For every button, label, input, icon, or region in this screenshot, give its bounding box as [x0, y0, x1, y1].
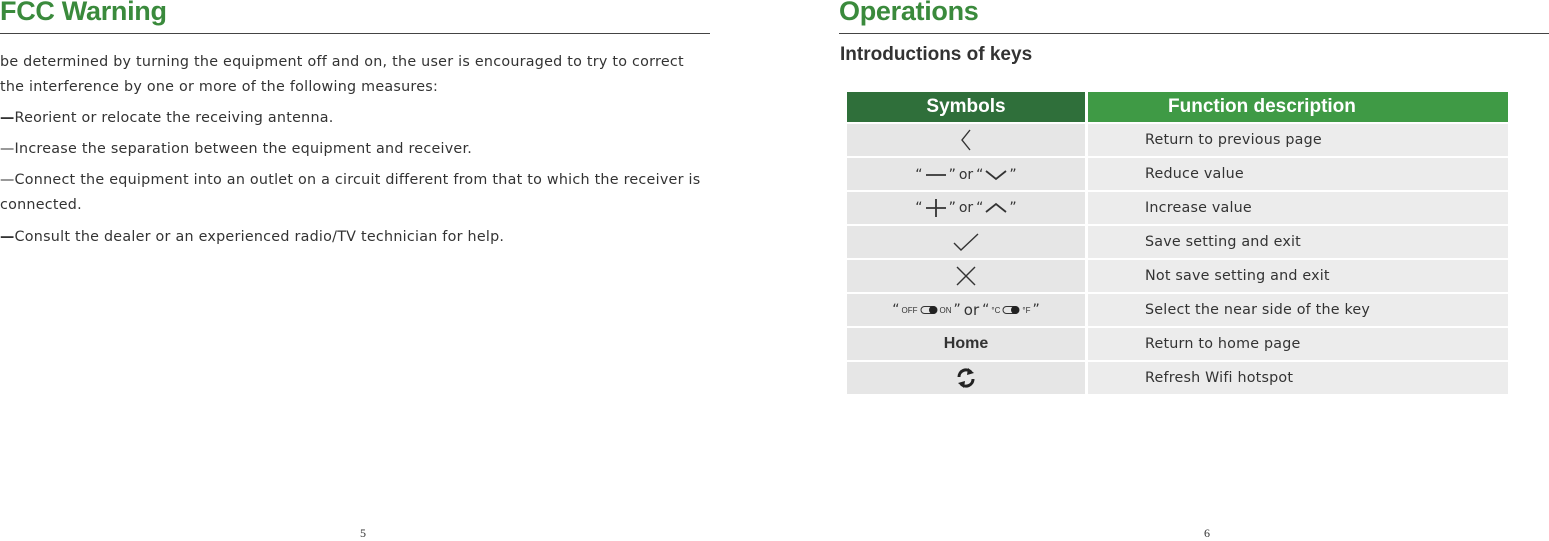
- description-cell: Not save setting and exit: [1088, 260, 1508, 292]
- measure-text: Increase the separation between the equipment and receiver.: [14, 141, 473, 157]
- description-cell: Return to previous page: [1088, 124, 1508, 156]
- description-cell: Save setting and exit: [1088, 226, 1508, 258]
- description-cell: Return to home page: [1088, 328, 1508, 360]
- operations-heading: Operations: [839, 0, 979, 26]
- keys-table: [847, 90, 1508, 396]
- table-row: [847, 226, 1508, 258]
- minus-icon: [925, 170, 947, 180]
- measure-dash: —: [0, 141, 15, 157]
- table-row: [847, 362, 1508, 394]
- symbol-cell: [847, 362, 1085, 394]
- table-row: [847, 192, 1508, 224]
- toggle-switch-icon: [920, 305, 938, 315]
- measure-text: Consult the dealer or an experienced radio/TV technician for help.: [14, 229, 505, 245]
- measure-dash: —: [0, 110, 15, 126]
- description-cell: Refresh Wifi hotspot: [1088, 362, 1508, 394]
- table-header-row: [847, 92, 1508, 122]
- description-cell: Reduce value: [1088, 158, 1508, 190]
- refresh-icon: [956, 367, 976, 389]
- measure-text: Connect the equipment into an outlet on a circuit different from that to which the receiver is connected.: [0, 172, 701, 213]
- table-row: [847, 158, 1508, 190]
- chevron-left-icon: [960, 128, 972, 152]
- page-right: [839, 0, 1549, 539]
- page-number: 6: [1204, 526, 1210, 540]
- symbol-cell: [847, 226, 1085, 258]
- chevron-down-icon: [985, 169, 1007, 181]
- symbol-cell: [847, 124, 1085, 156]
- home-label: Home: [943, 335, 989, 352]
- plus-icon: [925, 198, 947, 218]
- fcc-warning-heading: FCC Warning: [0, 0, 167, 26]
- table-row: [847, 260, 1508, 292]
- page-number: 5: [360, 526, 366, 540]
- measure-item: [0, 225, 710, 250]
- symbol-cell: “ ” or “ ”: [847, 158, 1085, 190]
- table-row: [847, 124, 1508, 156]
- table-row: [847, 328, 1508, 360]
- symbol-cell: “ OFF ON ” or “ °C °F ”: [847, 294, 1085, 326]
- symbol-cell: “ ” or “ ”: [847, 192, 1085, 224]
- heading-rule: [839, 33, 1549, 34]
- measure-dash: —: [0, 229, 15, 245]
- description-cell: Increase value: [1088, 192, 1508, 224]
- table-row: [847, 294, 1508, 326]
- measure-text: Reorient or relocate the receiving antenna.: [14, 110, 334, 126]
- measure-item: [0, 106, 710, 131]
- cross-icon: [955, 265, 977, 287]
- header-symbols: Symbols: [847, 92, 1085, 122]
- measure-dash: —: [0, 172, 15, 188]
- fcc-intro-paragraph: be determined by turning the equipment off and on, the user is encouraged to try to correct the interference by one or more of the following measures:: [0, 54, 684, 95]
- checkmark-icon: [952, 231, 980, 253]
- page-left: [0, 0, 710, 539]
- chevron-up-icon: [985, 202, 1007, 214]
- header-function-description: Function description: [1088, 92, 1508, 122]
- keys-subheading: Introductions of keys: [840, 44, 1033, 65]
- heading-rule: [0, 33, 710, 34]
- description-cell: Select the near side of the key: [1088, 294, 1508, 326]
- toggle-switch-icon: [1002, 305, 1020, 315]
- symbol-cell: [847, 260, 1085, 292]
- measure-item: [0, 137, 710, 162]
- symbol-cell: [847, 328, 1085, 360]
- measure-item: [0, 168, 710, 218]
